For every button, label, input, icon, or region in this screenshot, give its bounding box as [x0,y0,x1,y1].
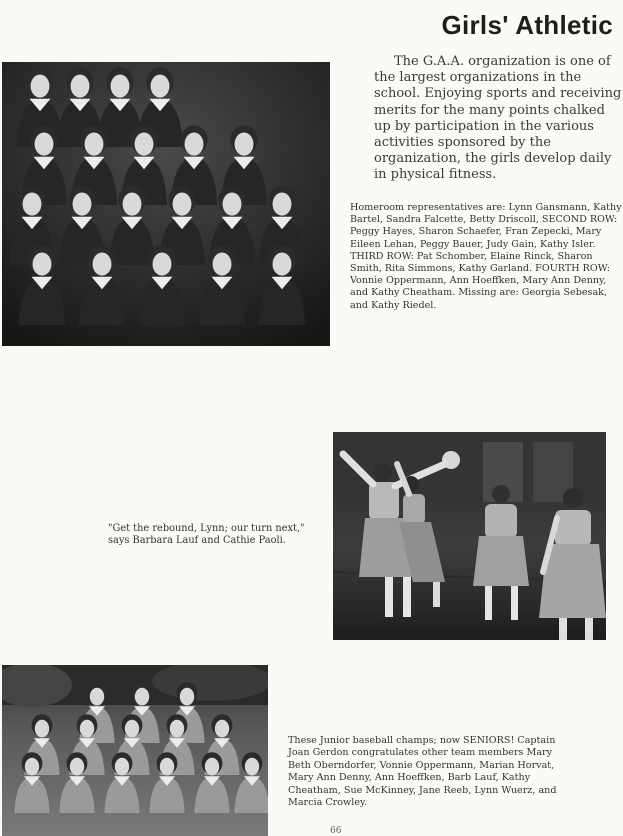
baseball-champs-photo [2,665,268,836]
representatives-photo-graphic [2,62,330,346]
intro-paragraph [374,54,622,184]
representatives-caption [350,202,622,312]
rebound-caption [108,523,323,548]
page-number: 66 [330,826,342,836]
basketball-action-photo [333,432,606,640]
basketball-photo-graphic [333,432,606,640]
baseball-photo-graphic [2,665,268,836]
representatives-caption-text: Homeroom representatives are: Lynn Gansmann, Kathy Bartel, Sandra Falcette, Betty Driscoll, SECOND ROW: Peggy Hayes, Sharon Schaefer, Fran Zepecki, Mary Eileen Lehan, Peggy Bauer, Judy Gain, Kathy Isler. THIRD ROW: Pat Schomber, Elaine Rinck, Sharon Smith, Rita Simmons, Kathy Garland. FOURTH ROW: Vonnie Oppermann, Ann Hoeffken, Mary Ann Denny, and Kathy Cheatham. Missing are: Georgia Sebesak, and Kathy Riedel. [350,202,622,311]
rebound-caption-text: "Get the rebound, Lynn; our turn next," says Barbara Lauf and Cathie Paoli. [108,523,305,547]
baseball-champs-caption [288,735,558,809]
intro-text: The G.A.A. organization is one of the largest organizations in the school. Enjoying sports and receiving merits for the many points chalked up by participation in the various activities sponsored by the organization, the girls develop daily in physical fitness. [374,54,622,183]
representatives-group-photo [2,62,330,346]
baseball-champs-caption-text: These Junior baseball champs; now SENIORS! Captain Joan Gerdon congratulates other team members Mary Beth Oberndorfer, Vonnie Oppermann, Marian Horvat, Mary Ann Denny, Ann Hoeffken, Barb Lauf, Kathy Cheatham, Sue McKinney, Jane Reeb, Lynn Wuerz, and Marcia Crowley. [288,735,557,809]
page-heading: Girls' Athletic [441,10,613,40]
